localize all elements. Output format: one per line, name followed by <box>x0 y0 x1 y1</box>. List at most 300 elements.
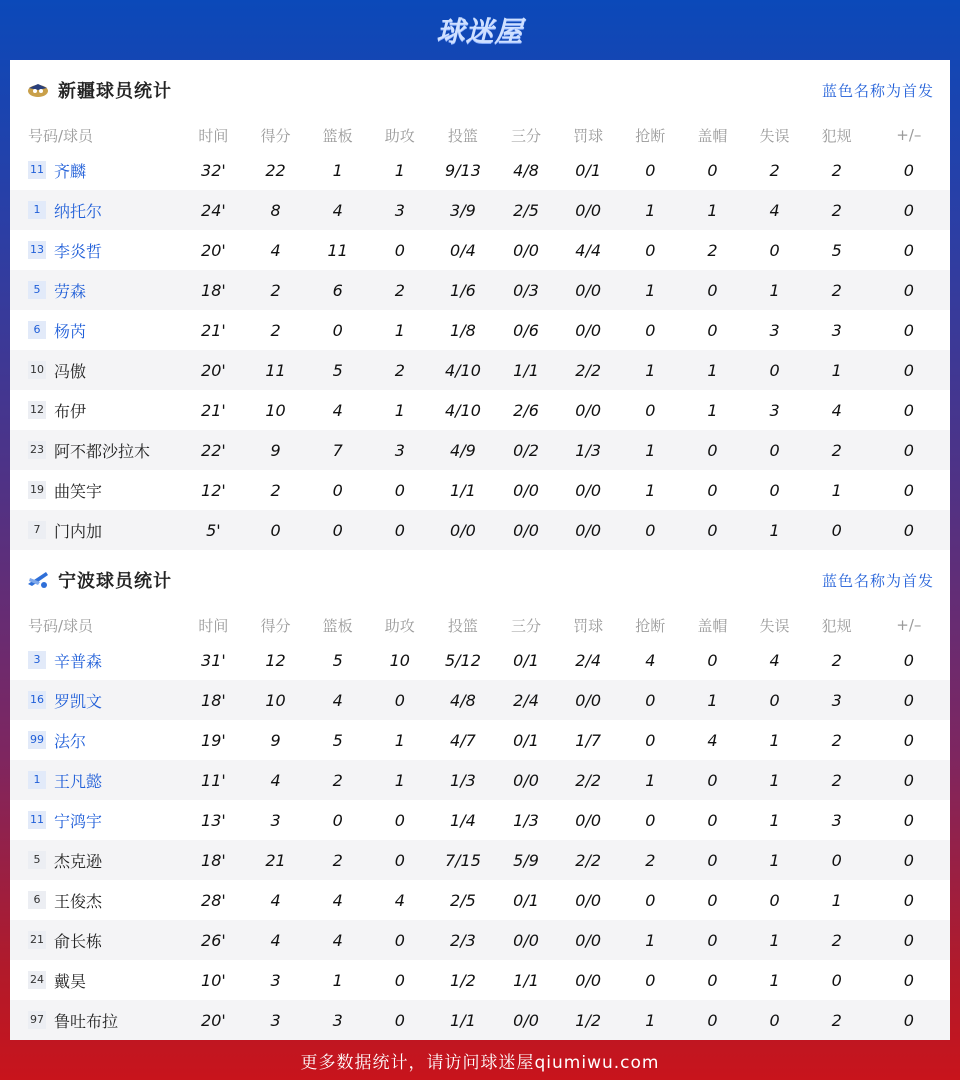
column-header: 三分 <box>511 616 542 635</box>
stat-cell: 32' <box>201 160 226 180</box>
stat-cell: 4 <box>270 890 281 910</box>
stat-cell: 2/2 <box>557 350 619 390</box>
stat-cell: 1/8 <box>450 320 476 340</box>
jersey-number-badge: 11 <box>28 161 46 179</box>
stat-cell: 0/1 <box>513 650 539 670</box>
player-cell <box>10 430 182 470</box>
footer-banner: 更多数据统计，请访问球迷屋qiumiwu.com <box>300 1052 660 1073</box>
stat-cell: 1 <box>369 760 431 800</box>
column-header: 失误 <box>759 126 790 145</box>
stat-cell: 0 <box>707 650 718 670</box>
stat-cell: 1/1 <box>450 480 476 500</box>
stat-cell: 0 <box>681 1000 743 1040</box>
stat-cell: 0 <box>707 970 718 990</box>
stat-cell: 1/2 <box>557 1000 619 1040</box>
jersey-number-badge: 11 <box>28 811 46 829</box>
stat-cell: 1 <box>394 730 405 750</box>
stat-cell: 1 <box>743 270 805 310</box>
stat-cell: 4/4 <box>575 240 602 260</box>
stat-cell: 3 <box>769 400 780 420</box>
team-title: 宁波球员统计 <box>58 571 172 592</box>
starter-legend-note: 蓝色名称为首发 <box>821 81 934 100</box>
column-header-player: 号码/球员 <box>28 616 94 635</box>
stat-cell: 28' <box>201 890 226 910</box>
column-header: 失误 <box>759 616 790 635</box>
player-name: 曲笑宇 <box>54 481 103 501</box>
stat-cell: 0 <box>332 480 343 500</box>
stat-cell: 0/0 <box>575 400 602 420</box>
stat-cell: 0 <box>707 480 718 500</box>
column-header: 时间 <box>198 616 229 635</box>
stat-cell: 0 <box>681 760 743 800</box>
stat-cell: 1 <box>769 730 780 750</box>
stat-cell: 0/0 <box>557 190 619 230</box>
stats-panel <box>10 60 950 1040</box>
stat-cell: 0 <box>681 840 743 880</box>
stat-cell: 0 <box>868 760 950 800</box>
stat-cell: 22' <box>182 430 244 470</box>
stat-cell: 5 <box>307 350 369 390</box>
stat-cell: 1/1 <box>495 350 557 390</box>
stat-cell: 3 <box>270 810 281 830</box>
player-name: 门内加 <box>54 521 103 541</box>
player-cell <box>10 800 182 840</box>
player-name: 俞长栋 <box>54 931 103 951</box>
jersey-number-badge: 1 <box>28 771 46 789</box>
stat-cell: 4 <box>244 920 306 960</box>
table-row <box>10 150 950 190</box>
stat-cell: 0/0 <box>557 680 619 720</box>
team-stats-table <box>10 120 950 550</box>
stat-cell: 3 <box>806 680 868 720</box>
player-name: 冯傲 <box>54 361 87 381</box>
stat-cell: 13' <box>201 810 226 830</box>
stat-cell: 0 <box>332 320 343 340</box>
stat-cell: 3 <box>831 810 842 830</box>
jersey-number-badge: 19 <box>28 481 46 499</box>
player-name: 杨芮 <box>54 321 87 341</box>
stat-cell: 0 <box>903 480 914 500</box>
column-header: 篮板 <box>322 616 353 635</box>
stat-cell: 10 <box>244 680 306 720</box>
stat-cell: 0 <box>645 400 656 420</box>
stat-cell: 1/3 <box>557 430 619 470</box>
stat-cell: 3 <box>369 430 431 470</box>
stat-cell: 10 <box>265 400 286 420</box>
column-header-player: 号码/球员 <box>28 126 94 145</box>
player-cell <box>10 350 182 390</box>
stat-cell: 0/0 <box>575 480 602 500</box>
stat-cell: 0 <box>831 970 842 990</box>
stat-cell: 0 <box>806 840 868 880</box>
stat-cell: 0 <box>743 680 805 720</box>
stat-cell: 1 <box>681 680 743 720</box>
stat-cell: 1 <box>743 840 805 880</box>
stat-cell: 0 <box>369 1000 431 1040</box>
table-row <box>10 310 950 350</box>
stat-cell: 1 <box>619 1000 681 1040</box>
table-row <box>10 640 950 680</box>
stat-cell: 0 <box>707 160 718 180</box>
stat-cell: 1 <box>332 970 343 990</box>
player-cell <box>10 720 182 760</box>
table-row <box>10 760 950 800</box>
stat-cell: 0 <box>769 480 780 500</box>
stat-cell: 0/0 <box>513 480 539 500</box>
stat-cell: 4/7 <box>450 730 476 750</box>
stat-cell: 0/1 <box>575 160 602 180</box>
stat-cell: 4/10 <box>444 400 481 420</box>
player-name: 齐麟 <box>54 161 87 181</box>
jersey-number-badge: 23 <box>28 441 46 459</box>
player-name: 布伊 <box>54 401 87 421</box>
stat-cell: 19' <box>201 730 226 750</box>
stat-cell: 2 <box>831 160 842 180</box>
stat-cell: 0/6 <box>513 320 539 340</box>
player-name: 鲁吐布拉 <box>54 1011 119 1031</box>
stat-cell: 1 <box>831 480 842 500</box>
stat-cell: 1 <box>619 760 681 800</box>
stat-cell: 2 <box>619 840 681 880</box>
jersey-number-badge: 10 <box>28 361 46 379</box>
table-row <box>10 960 950 1000</box>
stat-cell: 1 <box>332 160 343 180</box>
stat-cell: 2 <box>806 430 868 470</box>
stat-cell: 0/0 <box>575 320 602 340</box>
player-cell <box>10 640 182 680</box>
table-row <box>10 350 950 390</box>
stat-cell: 1 <box>707 400 718 420</box>
stat-cell: 20' <box>201 240 226 260</box>
player-name: 宁鸿宇 <box>54 811 103 831</box>
stat-cell: 2/5 <box>450 890 476 910</box>
team-stats-table <box>10 610 950 1040</box>
stat-cell: 21 <box>244 840 306 880</box>
player-cell <box>10 390 182 430</box>
stat-cell: 4 <box>244 760 306 800</box>
stat-cell: 2 <box>307 840 369 880</box>
stat-cell: 1/1 <box>431 1000 495 1040</box>
stat-cell: 1 <box>394 400 405 420</box>
stat-cell: 21' <box>201 400 226 420</box>
player-cell <box>10 190 182 230</box>
stat-cell: 1/1 <box>513 970 539 990</box>
stat-cell: 9 <box>270 730 281 750</box>
stat-cell: 0 <box>369 840 431 880</box>
stat-cell: 7 <box>307 430 369 470</box>
stat-cell: 0/0 <box>495 760 557 800</box>
stat-cell: 10' <box>201 970 226 990</box>
jersey-number-badge: 99 <box>28 731 46 749</box>
table-row <box>10 720 950 760</box>
stat-cell: 2/5 <box>495 190 557 230</box>
stat-cell: 1/6 <box>431 270 495 310</box>
starter-legend-note: 蓝色名称为首发 <box>821 571 934 590</box>
player-cell <box>10 1000 182 1040</box>
stat-cell: 0 <box>707 320 718 340</box>
stat-cell: 1 <box>681 350 743 390</box>
player-name: 罗凯文 <box>54 691 103 711</box>
stat-cell: 0/0 <box>575 810 602 830</box>
stat-cell: 6 <box>307 270 369 310</box>
player-name: 李炎哲 <box>54 241 103 261</box>
stat-cell: 0 <box>394 240 405 260</box>
jersey-number-badge: 5 <box>28 851 46 869</box>
stat-cell: 1 <box>769 810 780 830</box>
stat-cell: 5 <box>332 730 343 750</box>
column-header: 助攻 <box>384 616 415 635</box>
stat-cell: 0 <box>645 160 656 180</box>
player-name: 劳森 <box>54 281 87 301</box>
stat-cell: 0 <box>743 1000 805 1040</box>
stat-cell: 4 <box>769 650 780 670</box>
jersey-number-badge: 6 <box>28 321 46 339</box>
stat-cell: 4/8 <box>513 160 539 180</box>
jersey-number-badge: 1 <box>28 201 46 219</box>
stat-cell: 4 <box>831 400 842 420</box>
stat-cell: 0/0 <box>575 970 602 990</box>
stat-cell: 3 <box>831 320 842 340</box>
stat-cell: 0 <box>903 320 914 340</box>
player-cell <box>10 230 182 270</box>
stat-cell: 0 <box>743 350 805 390</box>
stat-cell: 1/2 <box>450 970 476 990</box>
stat-cell: 0/0 <box>431 510 495 550</box>
stat-cell: 2 <box>369 350 431 390</box>
table-row <box>10 190 950 230</box>
stat-cell: 31' <box>201 650 226 670</box>
stat-cell: 4 <box>743 190 805 230</box>
player-cell <box>10 510 182 550</box>
stat-cell: 2/3 <box>431 920 495 960</box>
column-header: 篮板 <box>322 126 353 145</box>
stat-cell: 1/7 <box>575 730 602 750</box>
column-header: +/– <box>896 616 922 634</box>
stat-cell: 0 <box>645 890 656 910</box>
stat-cell: 1 <box>743 510 805 550</box>
column-header: 犯规 <box>821 616 852 635</box>
stat-cell: 0 <box>743 430 805 470</box>
brand-logo: 球迷屋 <box>436 15 524 48</box>
stat-cell: 0 <box>332 810 343 830</box>
stat-cell: 0 <box>903 810 914 830</box>
player-name: 王凡懿 <box>54 771 103 791</box>
stat-cell: 2/4 <box>575 650 602 670</box>
stat-cell: 0 <box>369 920 431 960</box>
stat-cell: 0 <box>868 350 950 390</box>
stat-cell: 12 <box>265 650 286 670</box>
table-row <box>10 1000 950 1040</box>
stat-cell: 0/0 <box>495 920 557 960</box>
jersey-number-badge: 3 <box>28 651 46 669</box>
jersey-number-badge: 16 <box>28 691 46 709</box>
stat-cell: 22 <box>265 160 286 180</box>
stat-cell: 0 <box>619 510 681 550</box>
stat-cell: 0 <box>645 810 656 830</box>
stat-cell: 18' <box>182 840 244 880</box>
player-cell <box>10 270 182 310</box>
stat-cell: 1 <box>619 920 681 960</box>
player-name: 戴昊 <box>54 971 87 991</box>
stat-cell: 2 <box>244 270 306 310</box>
stat-cell: 2 <box>806 760 868 800</box>
table-row <box>10 390 950 430</box>
stat-cell: 0 <box>369 680 431 720</box>
stat-cell: 7/15 <box>431 840 495 880</box>
jersey-number-badge: 5 <box>28 281 46 299</box>
stat-cell: 0 <box>707 890 718 910</box>
stat-cell: 2 <box>769 160 780 180</box>
stat-cell: 0 <box>707 810 718 830</box>
stat-cell: 0 <box>681 920 743 960</box>
stat-cell: 11 <box>244 350 306 390</box>
stat-cell: 0 <box>645 320 656 340</box>
table-row <box>10 680 950 720</box>
stat-cell: 0 <box>769 240 780 260</box>
stat-cell: 2 <box>270 320 281 340</box>
stat-cell: 0 <box>868 510 950 550</box>
table-row <box>10 800 950 840</box>
stat-cell: 0 <box>903 160 914 180</box>
stat-cell: 0/0 <box>495 1000 557 1040</box>
stat-cell: 0 <box>394 810 405 830</box>
stat-cell: 4 <box>707 730 718 750</box>
stat-cell: 24' <box>182 190 244 230</box>
stat-cell: 0 <box>645 730 656 750</box>
stat-cell: 4 <box>307 680 369 720</box>
stat-cell: 0 <box>619 680 681 720</box>
column-header: 投篮 <box>447 126 478 145</box>
column-header: 盖帽 <box>697 616 728 635</box>
column-header: 抢断 <box>635 126 666 145</box>
team-section-header <box>10 60 950 120</box>
stat-cell: 2 <box>369 270 431 310</box>
column-header: 投篮 <box>447 616 478 635</box>
stat-cell: 0 <box>394 970 405 990</box>
stat-cell: 0 <box>681 430 743 470</box>
stat-cell: 0 <box>903 970 914 990</box>
stat-cell: 1 <box>619 270 681 310</box>
column-header: 罚球 <box>573 126 604 145</box>
stat-cell: 0/4 <box>450 240 476 260</box>
column-header: 盖帽 <box>697 126 728 145</box>
column-header: 得分 <box>260 126 291 145</box>
stat-cell: 1 <box>743 760 805 800</box>
player-cell <box>10 680 182 720</box>
player-name: 辛普森 <box>54 651 103 671</box>
jersey-number-badge: 6 <box>28 891 46 909</box>
stat-cell: 2/4 <box>495 680 557 720</box>
stat-cell: 0 <box>903 730 914 750</box>
jersey-number-badge: 12 <box>28 401 46 419</box>
table-header-row <box>10 120 950 150</box>
stat-cell: 1 <box>619 190 681 230</box>
stat-cell: 0/0 <box>513 240 539 260</box>
stat-cell: 2 <box>806 190 868 230</box>
stat-cell: 20' <box>182 1000 244 1040</box>
stat-cell: 20' <box>182 350 244 390</box>
stat-cell: 0 <box>369 510 431 550</box>
stat-cell: 0/2 <box>495 430 557 470</box>
stat-cell: 2 <box>307 760 369 800</box>
stat-cell: 0 <box>868 840 950 880</box>
stat-cell: 12' <box>201 480 226 500</box>
stat-cell: 5 <box>831 240 842 260</box>
stat-cell: 18' <box>182 680 244 720</box>
stat-cell: 8 <box>244 190 306 230</box>
stat-cell: 10 <box>389 650 410 670</box>
stat-cell: 4 <box>307 920 369 960</box>
stat-cell: 1/4 <box>450 810 476 830</box>
table-row <box>10 840 950 880</box>
stat-cell: 4/8 <box>431 680 495 720</box>
stat-cell: 0 <box>903 240 914 260</box>
stat-cell: 4 <box>270 240 281 260</box>
stat-cell: 0 <box>903 890 914 910</box>
jersey-number-badge: 97 <box>28 1011 46 1029</box>
stat-cell: 1 <box>743 920 805 960</box>
table-row <box>10 880 950 920</box>
jersey-number-badge: 7 <box>28 521 46 539</box>
stat-cell: 4/10 <box>431 350 495 390</box>
player-cell <box>10 760 182 800</box>
stat-cell: 26' <box>182 920 244 960</box>
stat-cell: 9 <box>244 430 306 470</box>
column-header: 犯规 <box>821 126 852 145</box>
player-cell <box>10 840 182 880</box>
stat-cell: 18' <box>182 270 244 310</box>
table-row <box>10 470 950 510</box>
stat-cell: 1 <box>394 320 405 340</box>
player-cell <box>10 920 182 960</box>
stat-cell: 1 <box>831 890 842 910</box>
stat-cell: 0 <box>394 480 405 500</box>
stat-cell: 1 <box>681 190 743 230</box>
column-header: 罚球 <box>573 616 604 635</box>
stat-cell: 0/1 <box>513 730 539 750</box>
stat-cell: 0 <box>903 650 914 670</box>
stat-cell: 2/2 <box>557 840 619 880</box>
stat-cell: 0/1 <box>513 890 539 910</box>
stat-cell: 2 <box>707 240 718 260</box>
player-cell <box>10 310 182 350</box>
stat-cell: 0 <box>769 890 780 910</box>
stat-cell: 0/0 <box>495 510 557 550</box>
player-cell <box>10 880 182 920</box>
stat-cell: 0 <box>645 970 656 990</box>
stat-cell: 3/9 <box>431 190 495 230</box>
team-title: 新疆球员统计 <box>58 81 172 102</box>
stat-cell: 2 <box>806 1000 868 1040</box>
stat-cell: 0 <box>681 270 743 310</box>
jersey-number-badge: 13 <box>28 241 46 259</box>
stat-cell: 9/13 <box>444 160 481 180</box>
stat-cell: 5/12 <box>444 650 481 670</box>
stat-cell: 1/3 <box>431 760 495 800</box>
column-header: 时间 <box>198 126 229 145</box>
stat-cell: 4/9 <box>431 430 495 470</box>
stat-cell: 3 <box>270 970 281 990</box>
column-header: 助攻 <box>384 126 415 145</box>
stat-cell: 3 <box>307 1000 369 1040</box>
stat-cell: 21' <box>201 320 226 340</box>
stat-cell: 0 <box>244 510 306 550</box>
stat-cell: 0/0 <box>557 510 619 550</box>
stat-cell: 0 <box>868 430 950 470</box>
player-cell <box>10 150 182 190</box>
player-name: 纳托尔 <box>54 201 103 221</box>
stat-cell: 3 <box>769 320 780 340</box>
